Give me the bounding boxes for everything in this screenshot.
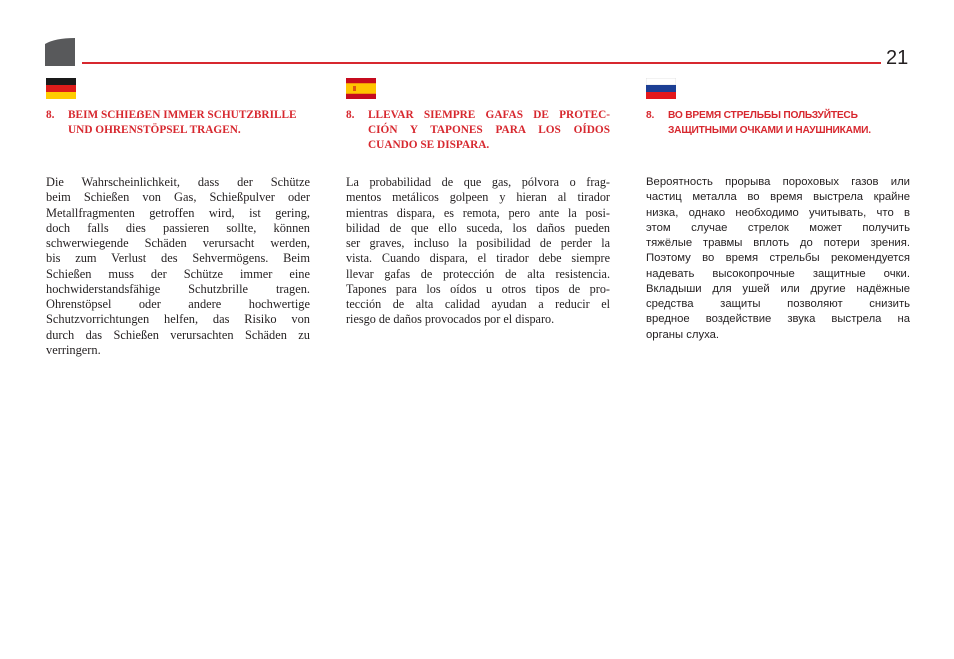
heading-number: 8. [646,110,655,121]
body-paragraph: La probabilidad de que gas, pólvora o frag- mentos metálicos golpeen y hieran al tirador mientras dispara, es remota, pero ante la posi- bilidad de que ello suceda, los daños pueden ser graves, incluso la posibilidad de perder la vista. Cuando dispara, el tirador debe siempre llevar gafas de protección de alta resistencia. Tapones para los oídos u otros tipos de pro- tección de alta calidad ayudan a reducir el riesgo de daños provocados por el disparo. [346,175,610,327]
flag-germany-icon [46,78,76,99]
flag-spain-icon [346,78,376,99]
section-heading [46,108,310,138]
section-heading [646,108,910,138]
heading-text: BEIM SCHIEẞEN IMMER SCHUTZBRILLE UND OHRENSTÖPSEL TRAGEN. [68,109,297,136]
heading-text: ВО ВРЕМЯ СТРЕЛЬБЫ ПОЛЬЗУЙТЕСЬ ЗАЩИТНЫМИ ОЧКАМИ И НАУШНИКАМИ. [668,110,871,136]
column-russian [646,78,910,341]
body-paragraph: Die Wahrscheinlichkeit, dass der Schütze beim Schießen von Gas, Schießpulver oder Metallfragmenten getroffen wird, ist gering, doch falls dies passieren sollte, können schwerwiegende Schäden verursacht werden, bis zum Verlust des Sehvermögens. Beim Schießen muss der Schütze immer eine hochwiderstandsfähige Schutzbrille tragen. Ohrenstöpsel oder andere hochwertige Schutzvorrichtungen helfen, das Risiko von durch das Schießen verursachten Schäden zu verringern. [46,175,310,357]
body-paragraph: Вероятность прорыва пороховых газов или частиц металла во время выстрела крайне низка, однако необходимо учитывать, что в этом случае стрелок может получить тяжёлые травмы вплоть до потери зрения. Поэтому во время стрельбы рекомендуется надевать высокопрочные защитные очки. Вкладыши для ушей или другие надёжные средства защиты позволяют снизить вредное воздействие звука выстрела на органы слуха. [646,176,910,341]
flag-russia-icon [646,78,676,99]
page-number: 21 [886,47,909,69]
brand-logo [45,38,75,66]
heading-number: 8. [346,109,355,121]
section-heading [346,108,610,153]
heading-text: LLEVAR SIEMPRE GAFAS DE PROTEC- CIÓN Y TAPONES PARA LOS OÍDOS CUANDO SE DISPARA. [368,109,610,151]
column-spanish [346,78,610,327]
header-rule [82,62,881,64]
column-german [46,78,310,357]
heading-number: 8. [46,109,55,121]
